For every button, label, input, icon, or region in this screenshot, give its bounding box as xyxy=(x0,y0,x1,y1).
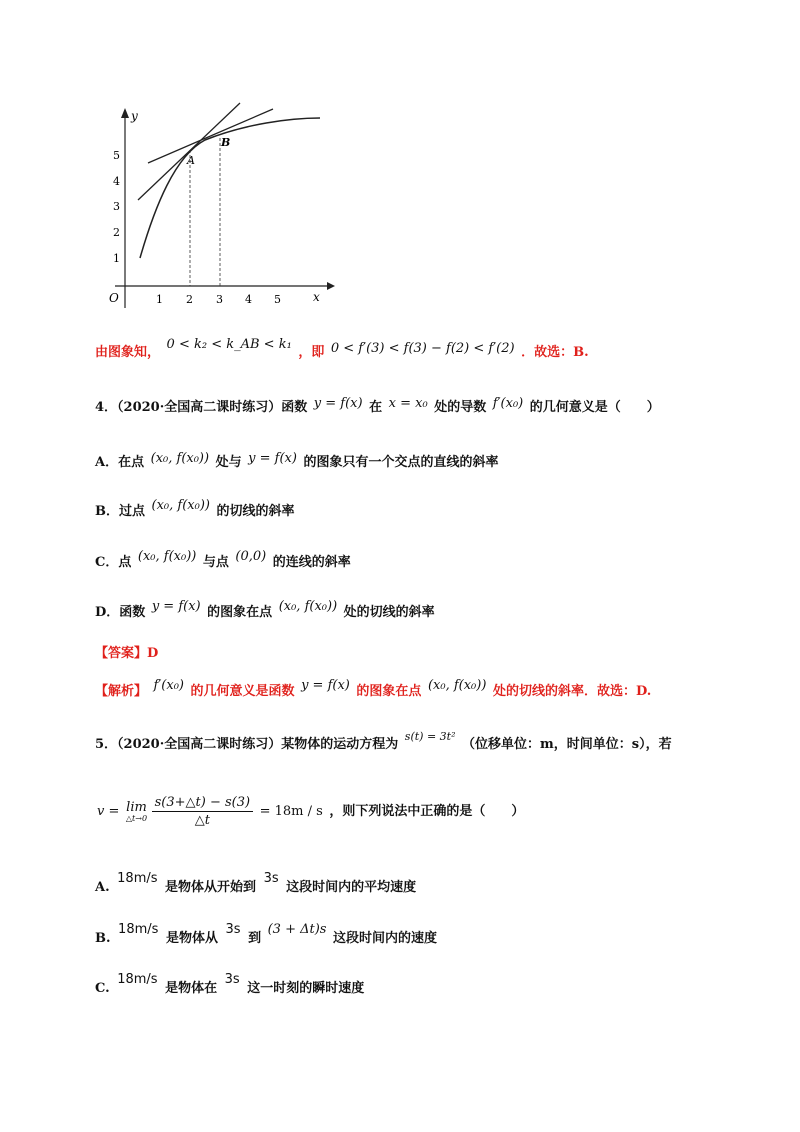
q5-eq-v: v = xyxy=(97,804,120,819)
q5-option-a-text-2: 是物体从开始到 xyxy=(165,880,257,895)
q5-eq-numerator: s(3+△t) − s(3) xyxy=(152,795,253,812)
q4-option-b-text-2: 的切线的斜率 xyxy=(216,504,295,519)
q4-explanation-text-2: 的几何意义是函数 xyxy=(190,684,295,699)
q5-option-a xyxy=(95,871,417,895)
q5-option-a-text-3: 这段时间内的平均速度 xyxy=(286,880,417,895)
q4-option-c-text-2: 与点 xyxy=(202,555,229,570)
x-axis-arrow-icon xyxy=(327,282,335,290)
q5-option-c-text-1: C. xyxy=(95,981,110,996)
q5-option-b-text-1: B. xyxy=(95,931,111,946)
q5-option-c-math-2: 3s xyxy=(224,972,240,987)
q5-option-b-math-3: (3 + Δt)s xyxy=(267,922,327,937)
x-tick-4: 4 xyxy=(245,293,252,306)
q5-option-b xyxy=(95,922,438,946)
q4-explanation-text-3: 的图象在点 xyxy=(356,684,422,699)
q4-option-a xyxy=(95,451,499,470)
q4-option-c-math-2: (0,0) xyxy=(235,549,267,564)
q4-option-d-math-1: y = f(x) xyxy=(151,599,201,614)
q4-option-c-math-1: (x₀, f(x₀)) xyxy=(137,549,197,564)
q3-prefix: 由图象知， xyxy=(95,345,161,360)
y-axis-label: y xyxy=(131,109,138,123)
q4-option-b-math-1: (x₀, f(x₀)) xyxy=(151,498,210,513)
q5-option-c-math-1: 18m/s xyxy=(117,972,158,987)
q4-stem-text-1: 4．（2020·全国高二课时练习）函数 xyxy=(95,400,308,415)
q5-eq-rhs: = 18m / s xyxy=(259,804,323,819)
q5-stem-math-1: s(t) = 3t² xyxy=(404,730,456,743)
q4-option-a-text-1: A．在点 xyxy=(95,455,145,470)
tangent-line-k2 xyxy=(148,109,273,163)
q4-stem-math-1: y = f(x) xyxy=(313,396,363,411)
q4-stem-text-3: 处的导数 xyxy=(434,400,487,415)
q5-stem-text-1: 5．（2020·全国高二课时练习）某物体的运动方程为 xyxy=(95,737,399,752)
q5-eq-tail: ，则下列说法中正确的是（ ） xyxy=(329,804,525,819)
q4-explanation-math-3: (x₀, f(x₀)) xyxy=(427,678,487,693)
q4-option-b xyxy=(95,500,295,519)
q4-stem-text-2: 在 xyxy=(369,400,383,415)
q4-option-c-text-1: C．点 xyxy=(95,555,132,570)
tangent-graph-figure xyxy=(95,96,355,318)
q4-explanation-text-1: 【解析】 xyxy=(95,684,148,699)
x-axis-label: x xyxy=(313,290,320,304)
q4-option-d-text-3: 处的切线的斜率 xyxy=(343,605,435,620)
q5-option-b-math-1: 18m/s xyxy=(118,922,159,937)
y-tick-3: 3 xyxy=(113,200,120,213)
q3-inequality-derivs: 0 < f′(3) < f(3) − f(2) < f′(2) xyxy=(330,341,515,356)
q4-option-c xyxy=(95,551,351,570)
q5-option-b-text-2: 是物体从 xyxy=(165,931,218,946)
q5-eq-denominator: △t xyxy=(194,813,210,828)
x-tick-1: 1 xyxy=(156,293,163,306)
q5-eq-lim-text: lim xyxy=(126,800,147,815)
q4-stem-text-4: 的几何意义是（ ） xyxy=(529,400,660,415)
q4-stem-math-3: f′(x₀) xyxy=(492,396,524,411)
q5-option-c-text-3: 这一时刻的瞬时速度 xyxy=(247,981,365,996)
q5-option-c-text-2: 是物体在 xyxy=(165,981,218,996)
q4-option-c-text-3: 的连线的斜率 xyxy=(272,555,351,570)
q4-stem xyxy=(95,396,660,415)
q4-option-d-text-2: 的图象在点 xyxy=(207,605,273,620)
q5-eq-limit xyxy=(126,800,147,823)
q5-equation xyxy=(95,795,524,828)
q4-option-b-text-1: B．过点 xyxy=(95,504,145,519)
q3-conclusion xyxy=(95,337,589,360)
q4-stem-math-2: x = x₀ xyxy=(388,396,428,411)
x-tick-3: 3 xyxy=(216,293,223,306)
point-b-label: B xyxy=(221,136,231,149)
q3-suffix: ．故选：B. xyxy=(521,345,589,360)
y-tick-2: 2 xyxy=(113,226,120,239)
q5-option-a-text-1: A. xyxy=(95,880,110,895)
q4-explanation-text-4: 处的切线的斜率．故选：D. xyxy=(492,684,652,699)
q4-option-a-text-2: 处与 xyxy=(215,455,242,470)
q3-inequality-slopes: 0 < k₂ < k_AB < k₁ xyxy=(166,337,292,352)
q4-option-a-text-3: 的图象只有一个交点的直线的斜率 xyxy=(303,455,499,470)
q5-option-b-text-4: 这段时间内的速度 xyxy=(333,931,438,946)
q5-option-c xyxy=(95,972,365,996)
q5-eq-fraction xyxy=(152,795,253,828)
x-tick-2: 2 xyxy=(186,293,193,306)
q4-answer: 【答案】D xyxy=(95,646,159,661)
q5-option-a-math-1: 18m/s xyxy=(117,871,158,886)
tangent-line-k1 xyxy=(138,103,240,200)
q5-option-a-math-2: 3s xyxy=(263,871,279,886)
x-tick-5: 5 xyxy=(274,293,281,306)
y-axis-arrow-icon xyxy=(121,108,129,118)
q4-explanation xyxy=(95,680,651,699)
origin-label: O xyxy=(109,291,119,305)
y-tick-1: 1 xyxy=(113,252,120,265)
q4-option-d xyxy=(95,601,435,620)
q4-explanation-math-2: y = f(x) xyxy=(301,678,350,693)
q4-explanation-math-1: f′(x₀) xyxy=(153,678,184,693)
q5-eq-lim-under: △t→0 xyxy=(125,814,148,823)
point-a-label: A xyxy=(187,154,195,167)
q5-stem xyxy=(95,730,672,752)
y-tick-5: 5 xyxy=(113,149,120,162)
q4-option-d-math-2: (x₀, f(x₀)) xyxy=(278,599,338,614)
q5-option-b-math-2: 3s xyxy=(225,922,241,937)
q4-option-d-text-1: D．函数 xyxy=(95,605,146,620)
q3-mid: ，即 xyxy=(298,345,325,360)
q5-option-b-text-3: 到 xyxy=(248,931,262,946)
q5-stem-text-2: （位移单位：m，时间单位：s），若 xyxy=(462,737,672,752)
q4-option-a-math-2: y = f(x) xyxy=(248,451,297,466)
y-tick-4: 4 xyxy=(113,175,120,188)
q4-option-a-math-1: (x₀, f(x₀)) xyxy=(150,451,210,466)
